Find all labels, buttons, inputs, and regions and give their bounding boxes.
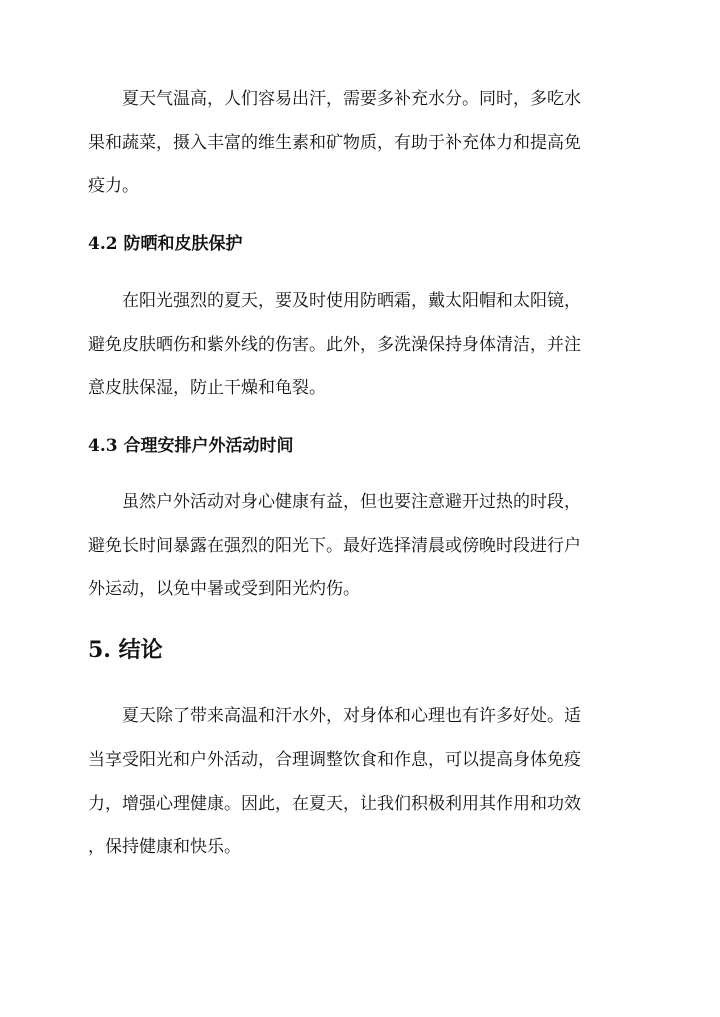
paragraph-line: 外运动，以免中暑或受到阳光灼伤。 xyxy=(88,579,360,599)
paragraph-line: 夏天除了带来高温和汗水外，对身体和心理也有许多好处。适 xyxy=(122,706,581,726)
paragraph-line: 当享受阳光和户外活动，合理调整饮食和作息，可以提高身体免疫 xyxy=(88,750,581,770)
paragraph-line: 夏天气温高，人们容易出汗，需要多补充水分。同时，多吃水 xyxy=(122,89,581,109)
paragraph-line: 意皮肤保湿，防止干燥和龟裂。 xyxy=(88,378,326,398)
section-heading-4-3: 4.3 合理安排户外活动时间 xyxy=(88,436,294,456)
section-heading-4-2: 4.2 防晒和皮肤保护 xyxy=(88,234,243,254)
paragraph-line: 虽然户外活动对身心健康有益，但也要注意避开过热的时段， xyxy=(122,492,581,512)
paragraph-line: 在阳光强烈的夏天，要及时使用防晒霜，戴太阳帽和太阳镜， xyxy=(122,291,581,311)
paragraph-line: 避免皮肤晒伤和紫外线的伤害。此外，多洗澡保持身体清洁，并注 xyxy=(88,335,581,355)
paragraph-line: ，保持健康和快乐。 xyxy=(88,837,241,857)
paragraph-line: 果和蔬菜，摄入丰富的维生素和矿物质，有助于补充体力和提高免 xyxy=(88,133,581,153)
paragraph-line: 力，增强心理健康。因此，在夏天，让我们积极利用其作用和功效 xyxy=(88,794,581,814)
paragraph-line: 疫力。 xyxy=(88,176,139,196)
paragraph-line: 避免长时间暴露在强烈的阳光下。最好选择清晨或傍晚时段进行户 xyxy=(88,536,581,556)
section-heading-5: 5. 结论 xyxy=(88,637,163,663)
